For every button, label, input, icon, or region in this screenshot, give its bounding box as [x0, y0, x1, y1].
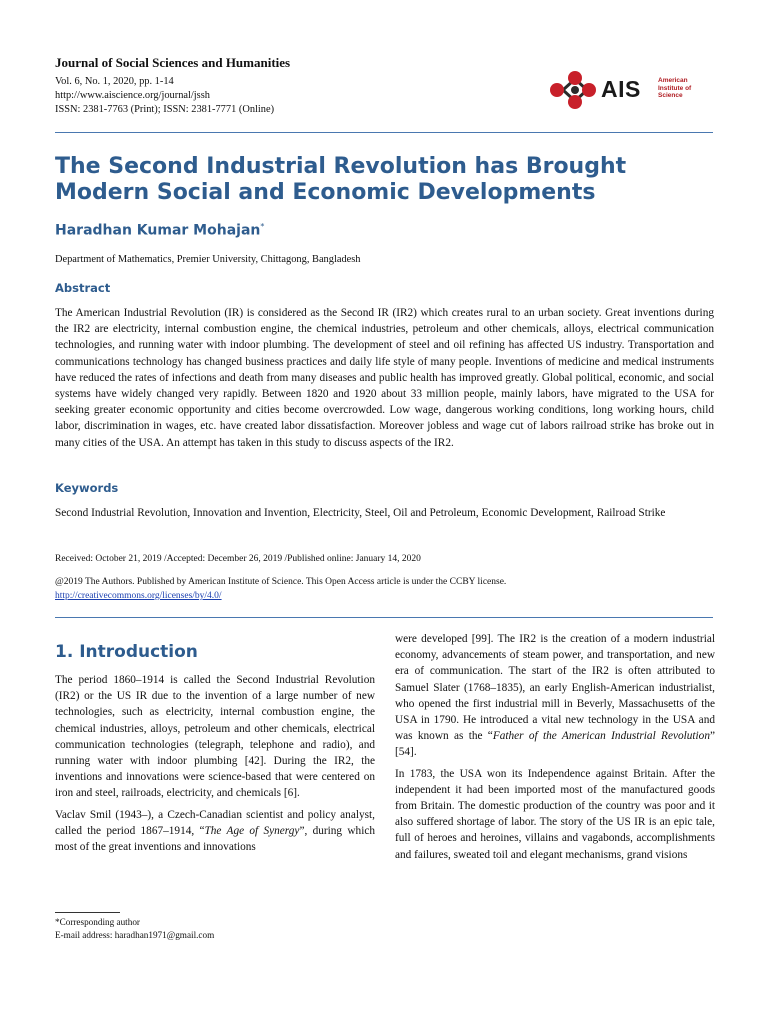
- right-column: [395, 631, 715, 868]
- keywords-heading: Keywords: [55, 481, 119, 495]
- logo-org-name: American Institute of Science: [658, 77, 692, 99]
- molecule-logo-icon: [549, 70, 599, 110]
- left-column: [55, 672, 375, 860]
- author-name: Haradhan Kumar Mohajan*: [55, 222, 265, 239]
- intro-paragraph-3: were developed [99]. The IR2 is the creation of a modern industrial economy, advancements of steam power, and transportation, and new era of communication. The start of the IR2 is often attributed to Samuel Slater (1768–1835), an early English-American industrialist, who opened the first industrial mill in Beverly, Massachusetts of the USA in 1790. He introduced a vital new technology in the USA and was known as the “Father of the American Industrial Revolution” [54].: [395, 633, 715, 759]
- license-info: [55, 575, 506, 603]
- paper-title: The Second Industrial Revolution has Brought Modern Social and Economic Developments: [55, 154, 627, 205]
- section-divider: [55, 617, 713, 618]
- intro-paragraph-2: Vaclav Smil (1943–), a Czech-Canadian scientist and policy analyst, called the period 1867–1914, “The Age of Synergy”, during which most of the great inventions and innovations: [55, 808, 375, 854]
- ais-logo: [549, 70, 709, 110]
- logo-acronym: AIS: [601, 76, 641, 102]
- introduction-heading: 1. Introduction: [55, 642, 198, 662]
- footnote-divider: [55, 912, 120, 913]
- footnote-corresponding: *Corresponding author: [55, 917, 140, 927]
- intro-paragraph-1: The period 1860–1914 is called the Second Industrial Revolution (IR2) or the US IR due to the invention of a large number of new technologies, such as electricity, internal combustion engine, the chemical industries, alloys, petroleum and other chemicals, electrical communication technologies (telegraph, telephone and radio), and running water with indoor plumbing [42]. During the IR2, the inventions and innovations were science-based that were centered on iron and steel, railroads, electricity, and chemicals [6].: [55, 674, 375, 800]
- license-text: @2019 The Authors. Published by American Institute of Science. This Open Access article is under the CCBY license.: [55, 577, 507, 587]
- issn-info: ISSN: 2381-7763 (Print); ISSN: 2381-7771 (Online): [55, 104, 275, 115]
- abstract-text: The American Industrial Revolution (IR) is considered as the Second IR (IR2) which creates rural to an urban society. Great inventions during the IR2 are electricity, internal combustion engine, the chemical industries, petroleum and other chemicals, alloys, electrical communication technologies, and running water with indoor plumbing. The development of steel and oil refining has affected US industry. Transportation and communications technology has changed business practices and daily life style of many people. Inventions of medicine and medical instruments have reduced the rates of infections and death from many diseases and public health has improved greatly. Global political, economic, and social systems have widely changed very rapidly. Between 1820 and 1920 about 33 million people, mainly labors, have migrated to the USA for seeking greater economic opportunity and cities become overcrowded. Low wage, dangerous working conditions, long working hours, child labor, discrimination in wages, etc. have created labor dissatisfaction. Moreover jobless and wage cut of labors railroad strike has broke out in many cities of the USA. An attempt has taken in this study to discuss aspects of the IR2.: [55, 307, 714, 449]
- journal-header: [55, 55, 415, 117]
- affiliation: Department of Mathematics, Premier University, Chittagong, Bangladesh: [55, 254, 361, 265]
- keywords-text: Second Industrial Revolution, Innovation and Invention, Electricity, Steel, Oil and Petroleum, Economic Development, Railroad Strike: [55, 507, 666, 519]
- footnote-email: E-mail address: haradhan1971@gmail.com: [55, 929, 215, 940]
- header-divider: [55, 132, 713, 133]
- corresponding-mark: *: [260, 222, 265, 231]
- volume-info: Vol. 6, No. 1, 2020, pp. 1-14: [55, 76, 174, 87]
- journal-url[interactable]: http://www.aiscience.org/journal/jssh: [55, 90, 210, 101]
- journal-name: Journal of Social Sciences and Humanities: [55, 55, 291, 70]
- license-link[interactable]: http://creativecommons.org/licenses/by/4.0/: [55, 591, 222, 601]
- intro-paragraph-4: In 1783, the USA won its Independence against Britain. After the independent it had been imported most of the manufactured goods from Britain. The domestic production of the country was poor and it also suffered shortage of labor. The story of the US IR is an epic tale, full of heroes and heroines, villains and vagabonds, accomplishments and failures, sweated toil and elegant mechanisms, grand visions: [395, 767, 715, 861]
- footnote: [55, 916, 214, 941]
- abstract-heading: Abstract: [55, 281, 111, 295]
- received-dates: Received: October 21, 2019 /Accepted: December 26, 2019 /Published online: January 14, 2020: [55, 554, 421, 564]
